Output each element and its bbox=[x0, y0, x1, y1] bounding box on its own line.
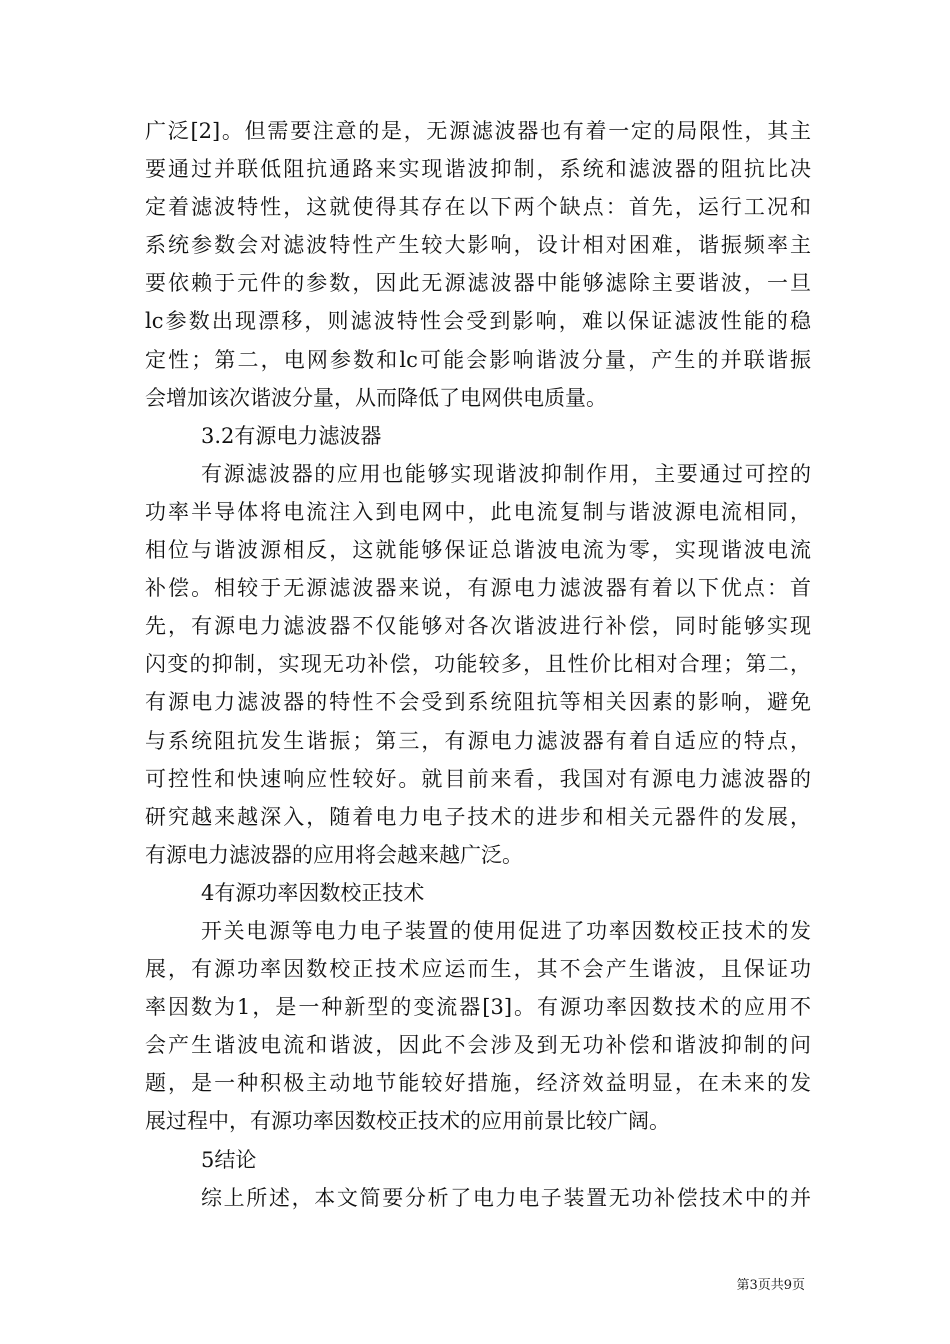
body-line: 率因数为1，是一种新型的变流器[3]。有源功率因数技术的应用不 bbox=[145, 995, 811, 1020]
body-line: lc参数出现漂移，则滤波特性会受到影响，难以保证滤波性能的稳 bbox=[145, 309, 811, 334]
body-line: 定着滤波特性，这就使得其存在以下两个缺点：首先，运行工况和 bbox=[145, 195, 811, 220]
paragraph-last-line: 会增加该次谐波分量，从而降低了电网供电质量。 bbox=[145, 385, 607, 410]
body-line: 相位与谐波源相反，这就能够保证总谐波电流为零，实现谐波电流 bbox=[145, 538, 811, 563]
body-line: 补偿。相较于无源滤波器来说，有源电力滤波器有着以下优点：首 bbox=[145, 576, 811, 601]
body-line: 闪变的抑制，实现无功补偿，功能较多，且性价比相对合理；第二， bbox=[145, 652, 811, 677]
body-line: 题，是一种积极主动地节能较好措施，经济效益明显，在未来的发 bbox=[145, 1071, 811, 1096]
body-line: 与系统阻抗发生谐振；第三，有源电力滤波器有着自适应的特点， bbox=[145, 728, 811, 753]
body-line: 有源电力滤波器的特性不会受到系统阻抗等相关因素的影响，避免 bbox=[145, 690, 811, 715]
body-line: 要依赖于元件的参数，因此无源滤波器中能够滤除主要谐波，一旦 bbox=[145, 271, 811, 296]
paragraph-first-line: 开关电源等电力电子装置的使用促进了功率因数校正技术的发 bbox=[201, 918, 811, 943]
paragraph-last-line: 有源电力滤波器的应用将会越来越广泛。 bbox=[145, 842, 523, 867]
body-line: 要通过并联低阻抗通路来实现谐波抑制，系统和滤波器的阻抗比决 bbox=[145, 157, 811, 182]
paragraph-first-line: 有源滤波器的应用也能够实现谐波抑制作用，主要通过可控的 bbox=[201, 461, 811, 486]
body-line: 定性；第二，电网参数和lc可能会影响谐波分量，产生的并联谐振 bbox=[145, 347, 811, 372]
section-heading: 3.2有源电力滤波器 bbox=[201, 423, 382, 448]
section-heading: 4有源功率因数校正技术 bbox=[201, 880, 425, 905]
body-line: 先，有源电力滤波器不仅能够对各次谐波进行补偿，同时能够实现 bbox=[145, 614, 811, 639]
body-text bbox=[145, 112, 811, 1217]
body-line: 可控性和快速响应性较好。就目前来看，我国对有源电力滤波器的 bbox=[145, 766, 811, 791]
body-line: 研究越来越深入，随着电力电子技术的进步和相关元器件的发展， bbox=[145, 804, 811, 829]
body-line: 广泛[2]。但需要注意的是，无源滤波器也有着一定的局限性，其主 bbox=[145, 119, 811, 143]
paragraph-first-line: 综上所述，本文简要分析了电力电子装置无功补偿技术中的并 bbox=[201, 1185, 811, 1210]
paragraph-last-line: 展过程中，有源功率因数校正技术的应用前景比较广阔。 bbox=[145, 1109, 670, 1134]
body-line: 功率半导体将电流注入到电网中，此电流复制与谐波源电流相同， bbox=[145, 499, 811, 524]
body-line: 会产生谐波电流和谐波，因此不会涉及到无功补偿和谐波抑制的问 bbox=[145, 1033, 811, 1058]
body-line: 展，有源功率因数校正技术应运而生，其不会产生谐波，且保证功 bbox=[145, 957, 811, 982]
page-number: 第3页共9页 bbox=[736, 1278, 805, 1293]
section-heading: 5结论 bbox=[201, 1147, 257, 1172]
body-line: 系统参数会对滤波特性产生较大影响，设计相对困难，谐振频率主 bbox=[145, 233, 811, 258]
